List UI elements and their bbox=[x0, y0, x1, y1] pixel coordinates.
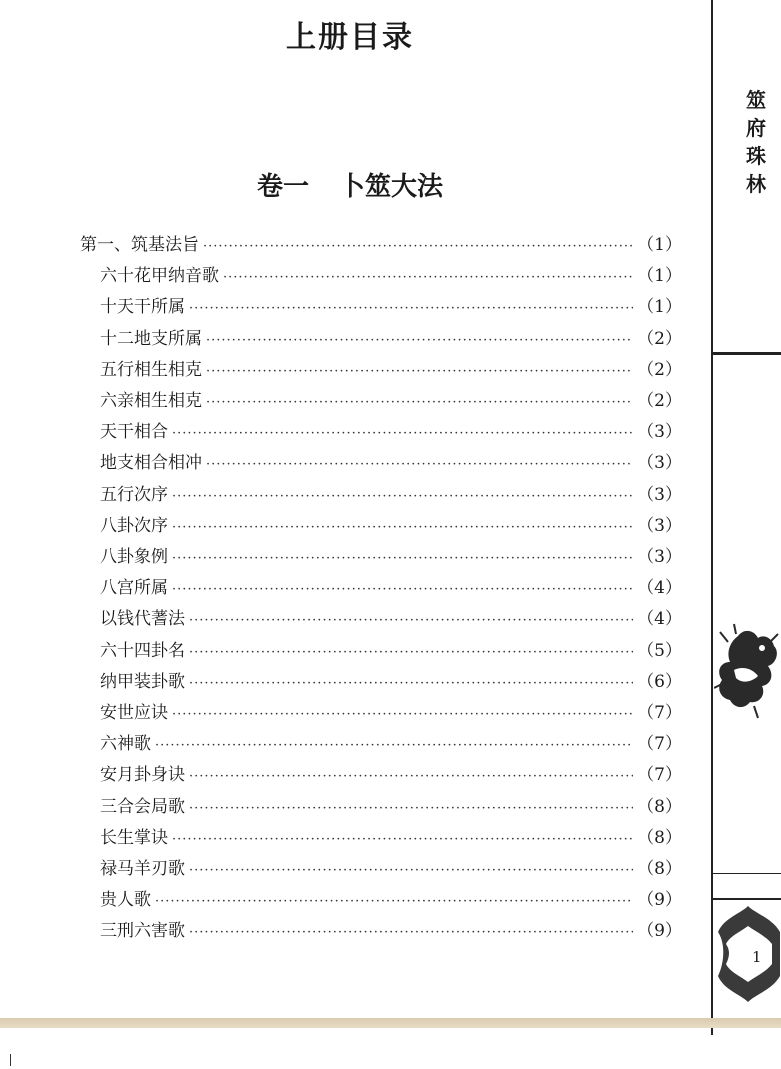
toc-entry-title: 六亲相生相克 bbox=[100, 391, 202, 411]
toc-entry bbox=[100, 480, 682, 504]
toc-entry-page: （2） bbox=[637, 360, 682, 380]
toc-entry bbox=[100, 760, 682, 784]
toc-entry-page: （6） bbox=[637, 672, 682, 692]
toc-entry bbox=[100, 573, 682, 597]
ornament-icon bbox=[716, 904, 781, 1004]
toc-entry-page: （3） bbox=[637, 422, 682, 442]
margin-rule-top bbox=[711, 352, 781, 355]
toc-entry-page: （3） bbox=[637, 516, 682, 536]
toc-entry-title: 六神歌 bbox=[100, 734, 151, 754]
page-edge bbox=[0, 1018, 781, 1028]
toc-entry-title: 第一、筑基法旨 bbox=[80, 235, 199, 255]
toc-leader-dots bbox=[172, 520, 633, 535]
toc-leader-dots bbox=[172, 551, 633, 566]
toc-entry-title: 十二地支所属 bbox=[100, 329, 202, 349]
toc-entry bbox=[100, 324, 682, 348]
toc-entry-page: （4） bbox=[637, 609, 682, 629]
toc-entry bbox=[100, 542, 682, 566]
toc-leader-dots bbox=[172, 582, 633, 597]
toc-entry-title: 八宫所属 bbox=[100, 578, 168, 598]
toc-entry bbox=[100, 261, 682, 285]
toc-leader-dots bbox=[155, 738, 633, 753]
toc-entry-title: 六十四卦名 bbox=[100, 641, 185, 661]
toc-entry bbox=[100, 355, 682, 379]
toc-leader-dots bbox=[189, 863, 633, 878]
toc-entry bbox=[100, 292, 682, 316]
toc-entry bbox=[100, 792, 682, 816]
side-title-char: 筮 bbox=[746, 88, 766, 112]
toc-entry-page: （4） bbox=[637, 578, 682, 598]
toc-entry bbox=[100, 823, 682, 847]
toc-leader-dots bbox=[172, 426, 633, 441]
toc-leader-dots bbox=[206, 395, 633, 410]
dragon-icon bbox=[714, 622, 781, 722]
toc-entry-page: （3） bbox=[637, 453, 682, 473]
toc-entry-title: 天干相合 bbox=[100, 422, 168, 442]
toc-entry-page: （7） bbox=[637, 765, 682, 785]
toc-entry-title: 六十花甲纳音歌 bbox=[100, 266, 219, 286]
toc-entry bbox=[80, 230, 682, 254]
toc-entry bbox=[100, 511, 682, 535]
toc-entry-title: 地支相合相冲 bbox=[100, 453, 202, 473]
toc-leader-dots bbox=[172, 489, 633, 504]
toc-entry bbox=[100, 636, 682, 660]
toc-entry-title: 十天干所属 bbox=[100, 297, 185, 317]
toc-entry-title: 长生掌诀 bbox=[100, 828, 168, 848]
toc-entry-page: （8） bbox=[637, 859, 682, 879]
toc-entry-page: （7） bbox=[637, 734, 682, 754]
toc-leader-dots bbox=[189, 801, 633, 816]
toc-entry-page: （3） bbox=[637, 547, 682, 567]
toc-entry-title: 安世应诀 bbox=[100, 703, 168, 723]
toc-entry-title: 贵人歌 bbox=[100, 890, 151, 910]
toc-leader-dots bbox=[206, 364, 633, 379]
toc-entry-page: （9） bbox=[637, 890, 682, 910]
toc-entry bbox=[100, 417, 682, 441]
side-title-char: 珠 bbox=[746, 144, 766, 168]
margin-rule-bottom bbox=[711, 898, 781, 900]
toc-entry bbox=[100, 916, 682, 940]
side-title-char: 府 bbox=[746, 116, 766, 140]
toc-entry bbox=[100, 729, 682, 753]
toc-entry-page: （7） bbox=[637, 703, 682, 723]
toc-entry-page: （2） bbox=[637, 329, 682, 349]
toc-entry bbox=[100, 667, 682, 691]
toc-entry-title: 八卦象例 bbox=[100, 547, 168, 567]
toc-entry-page: （2） bbox=[637, 391, 682, 411]
toc-leader-dots bbox=[189, 301, 633, 316]
toc-leader-dots bbox=[172, 832, 633, 847]
toc-entry-title: 禄马羊刃歌 bbox=[100, 859, 185, 879]
margin-divider bbox=[711, 0, 713, 1035]
toc-leader-dots bbox=[155, 894, 633, 909]
toc-entry-title: 以钱代蓍法 bbox=[100, 609, 185, 629]
section-title bbox=[0, 166, 700, 203]
toc-leader-dots bbox=[203, 239, 633, 254]
toc-entry bbox=[100, 885, 682, 909]
side-book-title bbox=[738, 86, 774, 198]
toc-entry bbox=[100, 854, 682, 878]
toc-entry-title: 安月卦身诀 bbox=[100, 765, 185, 785]
toc-entry-title: 五行相生相克 bbox=[100, 360, 202, 380]
toc-entry-title: 三刑六害歌 bbox=[100, 921, 185, 941]
page-title: 上册目录 bbox=[286, 20, 414, 55]
toc-entry-title: 纳甲装卦歌 bbox=[100, 672, 185, 692]
toc-leader-dots bbox=[206, 457, 633, 472]
toc-leader-dots bbox=[172, 707, 633, 722]
toc-leader-dots bbox=[189, 613, 633, 628]
section-name: 卜筮大法 bbox=[339, 172, 444, 202]
toc-entry-title: 五行次序 bbox=[100, 485, 168, 505]
toc-entry bbox=[100, 698, 682, 722]
toc-entry-title: 八卦次序 bbox=[100, 516, 168, 536]
toc-leader-dots bbox=[189, 769, 633, 784]
toc-entry-page: （8） bbox=[637, 828, 682, 848]
page-number: 1 bbox=[752, 948, 762, 966]
toc-leader-dots bbox=[189, 645, 633, 660]
toc-entry-page: （3） bbox=[637, 485, 682, 505]
margin-rule-middle bbox=[711, 873, 781, 874]
toc-leader-dots bbox=[223, 270, 633, 285]
toc-leader-dots bbox=[189, 676, 633, 691]
toc-entry-page: （1） bbox=[637, 266, 682, 286]
toc-entry-page: （5） bbox=[637, 641, 682, 661]
edge-mark bbox=[10, 1054, 11, 1066]
toc-entry bbox=[100, 604, 682, 628]
toc-entry-page: （8） bbox=[637, 797, 682, 817]
toc-entry-page: （1） bbox=[637, 297, 682, 317]
toc-entry-page: （9） bbox=[637, 921, 682, 941]
toc-leader-dots bbox=[206, 333, 633, 348]
toc-entry-page: （1） bbox=[637, 235, 682, 255]
side-title-char: 林 bbox=[746, 172, 766, 196]
toc-entry-title: 三合会局歌 bbox=[100, 797, 185, 817]
toc-leader-dots bbox=[189, 925, 633, 940]
toc-entry bbox=[100, 386, 682, 410]
section-volume: 卷一 bbox=[256, 172, 309, 202]
toc-entry bbox=[100, 448, 682, 472]
